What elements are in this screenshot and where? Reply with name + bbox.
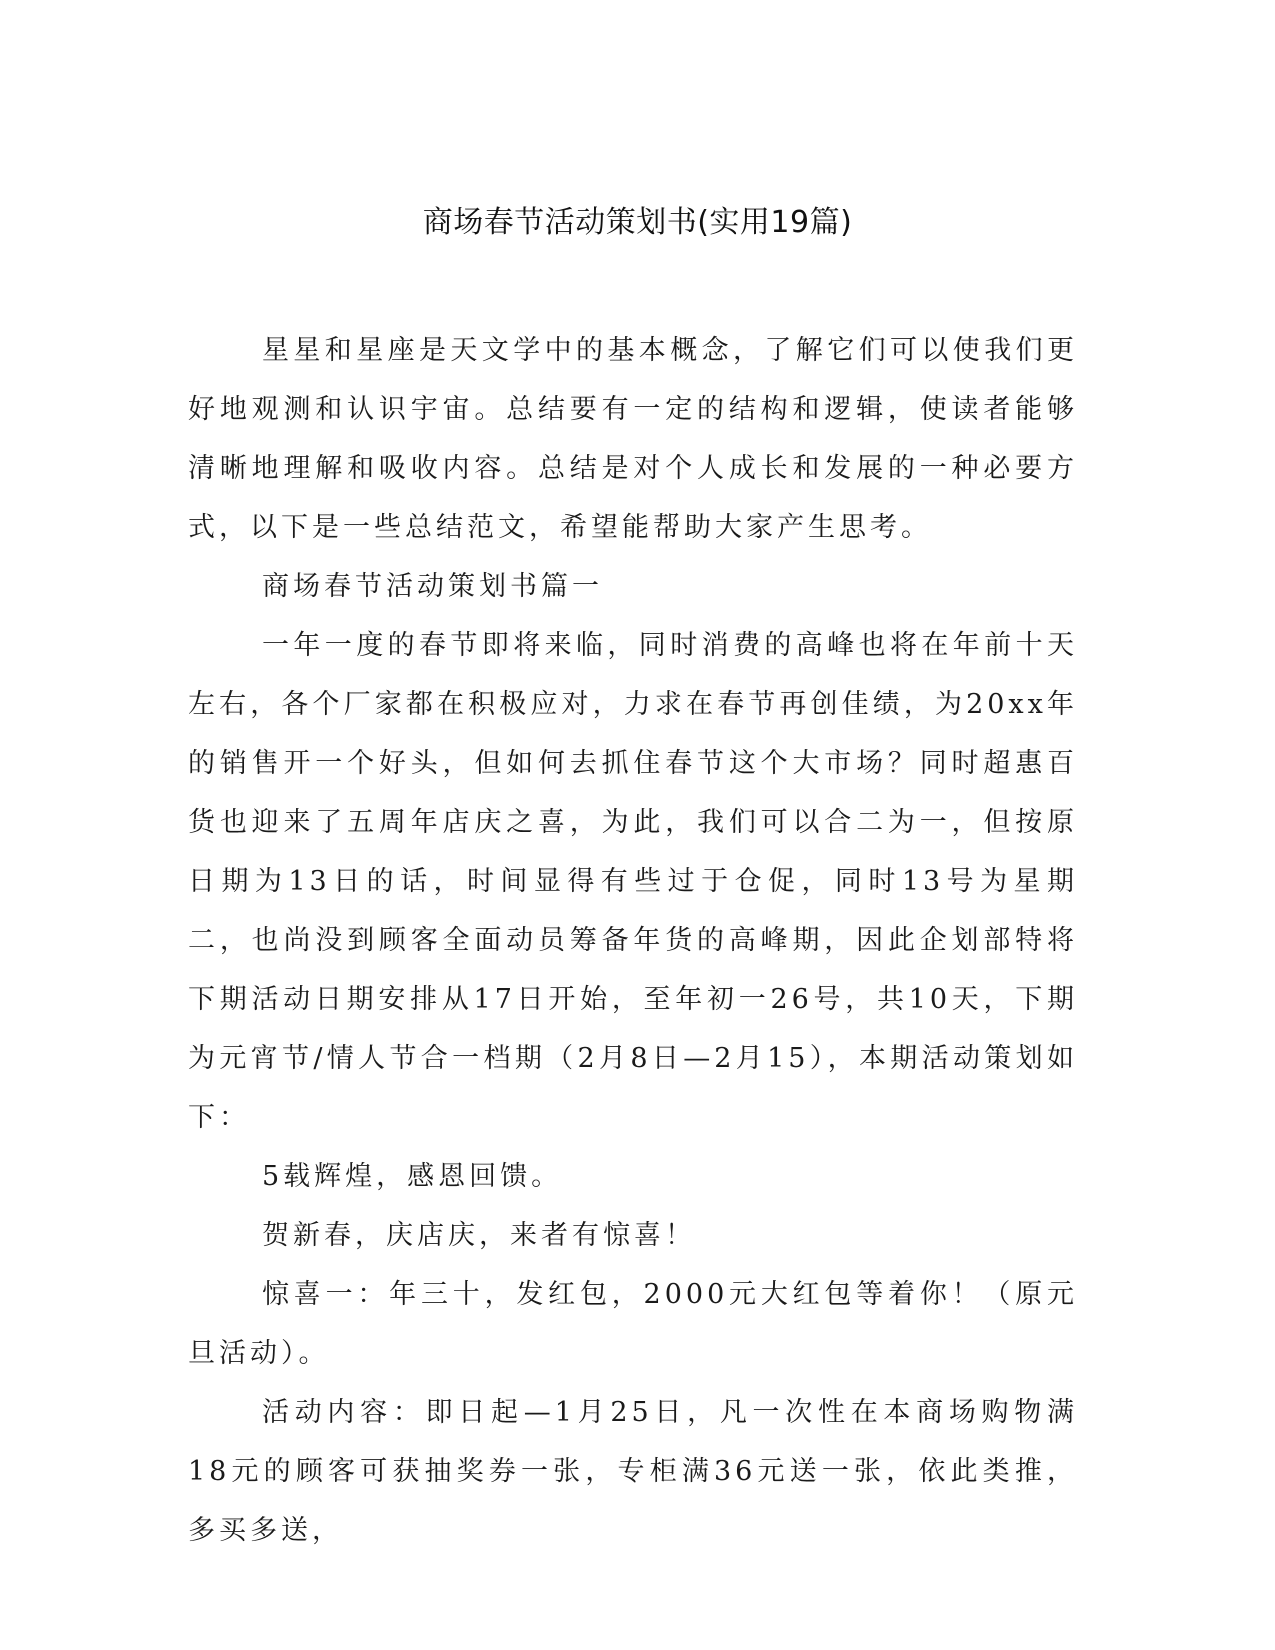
activity-paragraph: 活动内容：即日起—1月25日，凡一次性在本商场购物满18元的顾客可获抽奖券一张，专柜满36元送一张，依此类推，多买多送， — [188, 1397, 1078, 1546]
section-heading: 商场春节活动策划书篇一 — [262, 571, 603, 602]
document-body — [188, 321, 1078, 1560]
intro-paragraph: 星星和星座是天文学中的基本概念，了解它们可以使我们更好地观测和认识宇宙。总结要有一定的结构和逻辑，使读者能够清晰地理解和吸收内容。总结是对个人成长和发展的一种必要方式，以下是一些总结范文，希望能帮助大家产生思考。 — [188, 335, 1078, 543]
document-title: 商场春节活动策划书(实用19篇) — [422, 205, 853, 240]
body-paragraph: 一年一度的春节即将来临，同时消费的高峰也将在年前十天左右，各个厂家都在积极应对，力求在春节再创佳绩，为20xx年的销售开一个好头，但如何去抓住春节这个大市场？同时超惠百货也迎来了五周年店庆之喜，为此，我们可以合二为一，但按原日期为13日的话，时间显得有些过于仓促，同时13号为星期二，也尚没到顾客全面动员筹备年货的高峰期，因此企划部特将下期活动日期安排从17日开始，至年初一26号，共10天，下期为元宵节/情人节合一档期（2月8日—2月15），本期活动策划如下： — [188, 630, 1078, 1133]
slogan-line: 5载辉煌，感恩回馈。 — [262, 1161, 563, 1192]
surprise-paragraph: 惊喜一：年三十，发红包，2000元大红包等着你！（原元旦活动）。 — [188, 1279, 1078, 1369]
slogan-line: 贺新春，庆店庆，来者有惊喜！ — [262, 1220, 696, 1251]
